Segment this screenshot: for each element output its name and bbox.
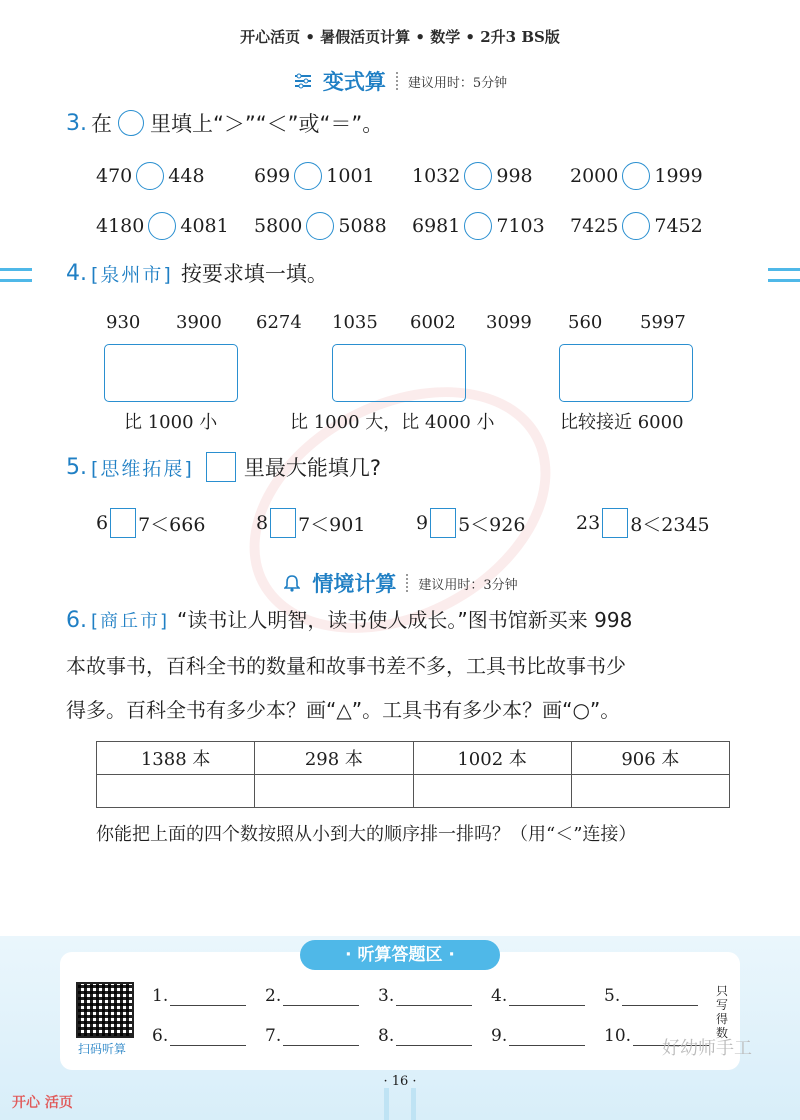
digits-before: 23: [576, 512, 601, 534]
answer-number: 10.: [604, 1026, 632, 1046]
answer-circle[interactable]: [136, 162, 164, 190]
answer-slot: [152, 986, 265, 1006]
digit-box[interactable]: [430, 508, 456, 538]
table-cell: 298 本: [255, 742, 413, 775]
table-cell: 906 本: [571, 742, 729, 775]
compare-item: [412, 162, 570, 190]
fill-item: [416, 508, 576, 538]
bell-icon: [282, 573, 302, 593]
digits-before: 6: [96, 512, 109, 534]
binding-bar: [384, 1088, 389, 1120]
answer-line[interactable]: [283, 988, 359, 1006]
answer-circle[interactable]: [148, 212, 176, 240]
brand-logo: 开心 活页: [12, 1095, 73, 1111]
compare-row-1: [96, 162, 728, 190]
section-title-variant: [0, 66, 800, 96]
digit-box[interactable]: [110, 508, 136, 538]
digit-box[interactable]: [270, 508, 296, 538]
credit-watermark: 好幼师手工: [662, 1038, 752, 1059]
number-item: 930: [106, 312, 141, 333]
compare-item: [96, 162, 254, 190]
books-table: [96, 741, 730, 808]
question-number: 5.: [66, 454, 87, 480]
left-number: 1032: [412, 165, 461, 187]
question-3-prompt: [66, 108, 383, 138]
answer-cell[interactable]: [97, 775, 255, 808]
section-name: 情境计算: [312, 572, 397, 596]
left-number: 699: [254, 165, 291, 187]
digits-after: 7＜901: [298, 513, 366, 536]
question-6-text: [66, 598, 746, 732]
fill-item: [96, 508, 256, 538]
answer-slot: [491, 1026, 604, 1046]
compare-item: [254, 212, 412, 240]
question-number: 6.: [66, 608, 87, 633]
side-deco-right: [768, 268, 800, 282]
compare-item: [412, 212, 570, 240]
table-row: [97, 775, 730, 808]
answer-line[interactable]: [396, 988, 472, 1006]
number-item: 1035: [332, 312, 378, 333]
compare-item: [570, 212, 728, 240]
answer-number: 5.: [604, 986, 621, 1006]
left-number: 470: [96, 165, 133, 187]
square-symbol-icon: [206, 452, 236, 482]
section-divider: [406, 574, 408, 592]
answer-line[interactable]: [396, 1028, 472, 1046]
left-number: 6981: [412, 215, 461, 237]
answer-cell[interactable]: [571, 775, 729, 808]
box-label: 比较接近 6000: [560, 412, 684, 433]
digit-box[interactable]: [602, 508, 628, 538]
table-row: [97, 742, 730, 775]
prompt-text: 里最大能填几?: [243, 456, 381, 480]
answer-slot: [378, 986, 491, 1006]
sliders-icon: [293, 71, 313, 91]
answer-circle[interactable]: [306, 212, 334, 240]
left-number: 2000: [570, 165, 619, 187]
section-time: 建议用时：3分钟: [418, 577, 518, 593]
section-title-context: [0, 568, 800, 598]
line-text: “读书让人明智，读书使人成长。”图书馆新买来 998: [177, 608, 633, 632]
answer-number: 6.: [152, 1026, 169, 1046]
number-item: 6274: [256, 312, 302, 333]
answer-circle[interactable]: [294, 162, 322, 190]
answer-slot: [604, 986, 717, 1006]
right-number: 7452: [654, 215, 703, 237]
answer-circle[interactable]: [622, 162, 650, 190]
answer-circle[interactable]: [622, 212, 650, 240]
answer-slot: [378, 1026, 491, 1046]
answer-number: 3.: [378, 986, 395, 1006]
page-number: · 16 ·: [383, 1074, 417, 1089]
fill-item: [256, 508, 416, 538]
answer-line[interactable]: [283, 1028, 359, 1046]
digits-after: 8＜2345: [630, 513, 710, 536]
answer-number: 4.: [491, 986, 508, 1006]
left-number: 7425: [570, 215, 619, 237]
compare-item: [96, 212, 254, 240]
question-4-prompt: [66, 258, 328, 288]
qr-code-icon[interactable]: [76, 982, 134, 1038]
prompt-text: 在: [91, 112, 112, 136]
answer-line[interactable]: [509, 988, 585, 1006]
digits-before: 9: [416, 512, 429, 534]
side-deco-left: [0, 268, 32, 282]
digits-before: 8: [256, 512, 269, 534]
answer-box-1000-4000[interactable]: [332, 344, 466, 402]
answer-number: 9.: [491, 1026, 508, 1046]
binding-bar: [411, 1088, 416, 1120]
paragraph-line: 本故事书，百科全书的数量和故事书差不多，工具书比故事书少: [66, 654, 626, 678]
compare-item: [570, 162, 728, 190]
box-label: 比 1000 大，比 4000 小: [290, 412, 495, 433]
source-tag: [泉州市]: [91, 263, 173, 286]
section-divider: [396, 72, 398, 90]
right-number: 5088: [338, 215, 387, 237]
answer-row-1: [152, 986, 717, 1006]
table-cell: 1002 本: [413, 742, 571, 775]
number-item: 3099: [486, 312, 532, 333]
listen-area-title: · 听算答题区 ·: [300, 940, 500, 970]
right-number: 4081: [180, 215, 229, 237]
answer-row-2: [152, 1026, 717, 1046]
left-number: 4180: [96, 215, 145, 237]
fill-row: [96, 508, 736, 538]
answer-slot: [265, 1026, 378, 1046]
paragraph-line: 得多。百科全书有多少本？画“△”。工具书有多少本？画“○”。: [66, 698, 621, 722]
right-number: 1999: [654, 165, 703, 187]
prompt-text: 里填上“＞”“＜”或“＝”。: [150, 112, 384, 136]
left-number: 5800: [254, 215, 303, 237]
number-item: 5997: [640, 312, 686, 333]
number-item: 560: [568, 312, 603, 333]
compare-item: [254, 162, 412, 190]
number-item: 6002: [410, 312, 456, 333]
follow-up-question: 你能把上面的四个数按照从小到大的顺序排一排吗？（用“＜”连接）: [96, 824, 637, 845]
section-name: 变式算: [322, 70, 386, 94]
answer-number: 8.: [378, 1026, 395, 1046]
question-number: 3.: [66, 110, 87, 136]
answer-circle[interactable]: [464, 212, 492, 240]
number-item: 3900: [176, 312, 222, 333]
answer-circle[interactable]: [464, 162, 492, 190]
answer-line[interactable]: [170, 1028, 246, 1046]
box-label: 比 1000 小: [124, 412, 218, 433]
right-number: 1001: [326, 165, 375, 187]
circle-symbol-icon: [118, 110, 144, 136]
answer-slot: [152, 1026, 265, 1046]
answer-line[interactable]: [170, 988, 246, 1006]
answer-box-near-6000[interactable]: [559, 344, 693, 402]
digits-after: 5＜926: [458, 513, 526, 536]
table-cell: 1388 本: [97, 742, 255, 775]
question-number: 4.: [66, 260, 87, 286]
answer-line[interactable]: [509, 1028, 585, 1046]
answer-box-less-1000[interactable]: [104, 344, 238, 402]
source-tag: [商丘市]: [91, 611, 170, 632]
right-number: 448: [168, 165, 205, 187]
answer-slot: [265, 986, 378, 1006]
answer-number: 1.: [152, 986, 169, 1006]
fill-item: [576, 508, 736, 538]
qr-label: 扫码听算: [78, 1042, 127, 1056]
prompt-text: 按要求填一填。: [180, 262, 328, 286]
answer-cell[interactable]: [413, 775, 571, 808]
paragraph-line: [66, 598, 746, 644]
answer-number: 7.: [265, 1026, 282, 1046]
right-number: 7103: [496, 215, 545, 237]
section-time: 建议用时：5分钟: [407, 75, 508, 91]
source-tag: [思维拓展]: [91, 457, 194, 480]
digits-after: 7＜666: [138, 513, 206, 536]
answer-slot: [491, 986, 604, 1006]
compare-row-2: [96, 212, 728, 240]
answer-number: 2.: [265, 986, 282, 1006]
answer-cell[interactable]: [255, 775, 413, 808]
right-number: 998: [496, 165, 533, 187]
only-answer-note: 只写得数: [715, 984, 728, 1040]
question-5-prompt: [66, 452, 381, 482]
page-header: 开心活页 • 暑假活页计算 • 数学 • 2升3 BS版: [240, 28, 560, 46]
answer-line[interactable]: [622, 988, 698, 1006]
